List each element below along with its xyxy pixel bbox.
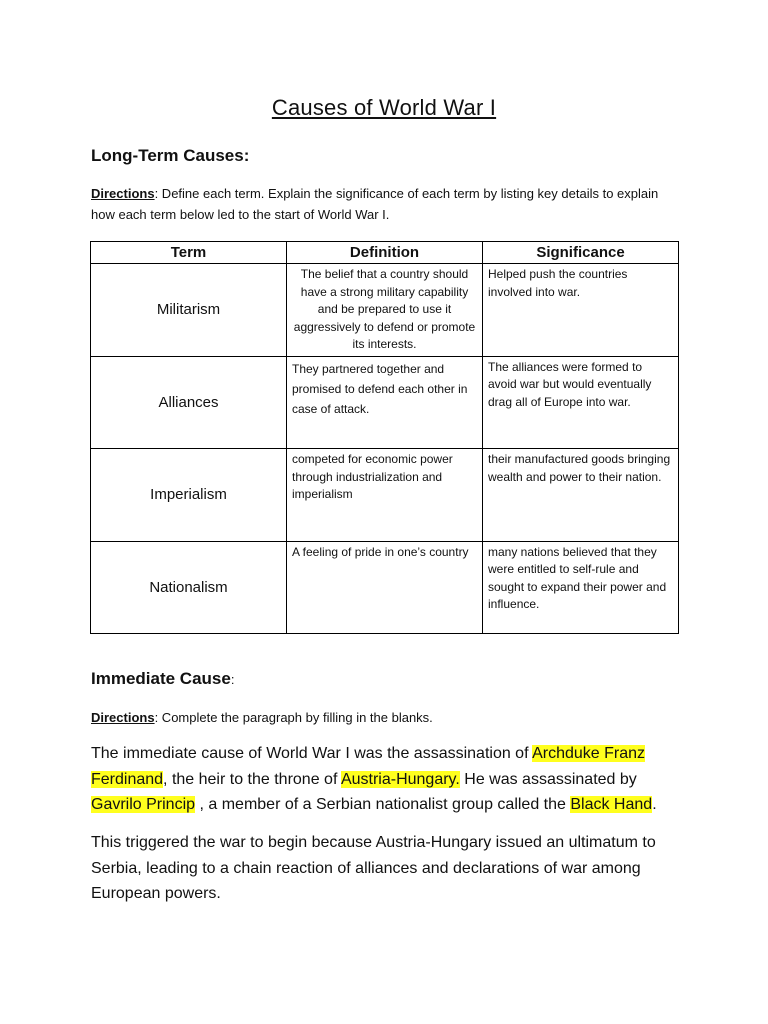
term-cell: Militarism [91,264,287,357]
table-row [91,264,679,357]
definition-cell [287,541,483,633]
significance-text: The alliances were formed to avoid war but would eventually drag all of Europe into war. [488,359,652,409]
column-header-significance: Significance [483,242,679,264]
immediate-cause-heading-text: Immediate Cause [91,669,231,688]
answer-black-hand[interactable]: Black Hand [570,796,653,813]
heading-colon: : [230,672,235,687]
answer-gavrilo-princip[interactable]: Gavrilo Princip [91,796,196,813]
page-title: Causes of World War I [271,95,497,120]
term-cell: Alliances [91,356,287,448]
significance-text: their manufactured goods bringing wealth and power to their nation. [488,452,671,484]
table-row [91,356,679,448]
table-header-row [91,242,679,264]
definition-cell [287,449,483,541]
directions-label: Directions [91,186,155,201]
answer-austria-hungary[interactable]: Austria-Hungary. [340,770,460,788]
answer-archduke[interactable]: Archduke Franz Ferdinand [91,745,646,788]
explanation-paragraph: This triggered the war to begin because Austria-Hungary issued an ultimatum to Serbia, leading to a chain reaction of alliances and declarations of war among European powers. [91,834,656,902]
significance-cell [483,449,679,541]
definition-text: competed for economic power through industrialization and imperialism [292,452,453,502]
fill-in-paragraph [91,741,681,818]
significance-text: Helped push the countries involved into war. [488,267,628,299]
significance-text: many nations believed that they were entitled to self-rule and sought to expand their power and influence. [488,544,667,612]
definition-text: A feeling of pride in one’s country [292,544,469,559]
definition-cell [287,264,483,357]
significance-cell [483,356,679,448]
immediate-cause-heading [91,669,234,689]
definition-cell [287,356,483,448]
paragraph-text: The immediate cause of World War I was the assassination of [91,745,533,762]
paragraph-text: . [652,796,657,813]
column-header-term: Term [91,242,287,264]
definition-text: The belief that a country should have a strong military capability and be prepared to use it aggressively to defend or promote its interests. [293,267,476,351]
directions-text: : Complete the paragraph by filling in the blanks. [154,710,433,725]
significance-cell [483,264,679,357]
directions-text: : Define each term. Explain the significance of each term by listing key details to explain how each term below led to the start of World War I. [91,186,659,222]
table-row [91,449,679,541]
directions-label: Directions [91,710,155,725]
table-row [91,541,679,633]
term-cell: Imperialism [91,449,287,541]
term-cell: Nationalism [91,541,287,633]
immediate-directions [91,707,681,728]
paragraph-text: , a member of a Serbian nationalist group called the [195,796,571,813]
significance-cell [483,541,679,633]
column-header-definition: Definition [287,242,483,264]
causes-table [90,241,679,634]
paragraph-text: He was assassinated by [459,770,637,788]
definition-text: They partnered together and promised to defend each other in case of attack. [292,361,468,416]
paragraph-text: , the heir to the throne of [163,770,341,788]
long-term-directions [91,183,681,225]
long-term-heading: Long-Term Causes: [91,146,250,165]
